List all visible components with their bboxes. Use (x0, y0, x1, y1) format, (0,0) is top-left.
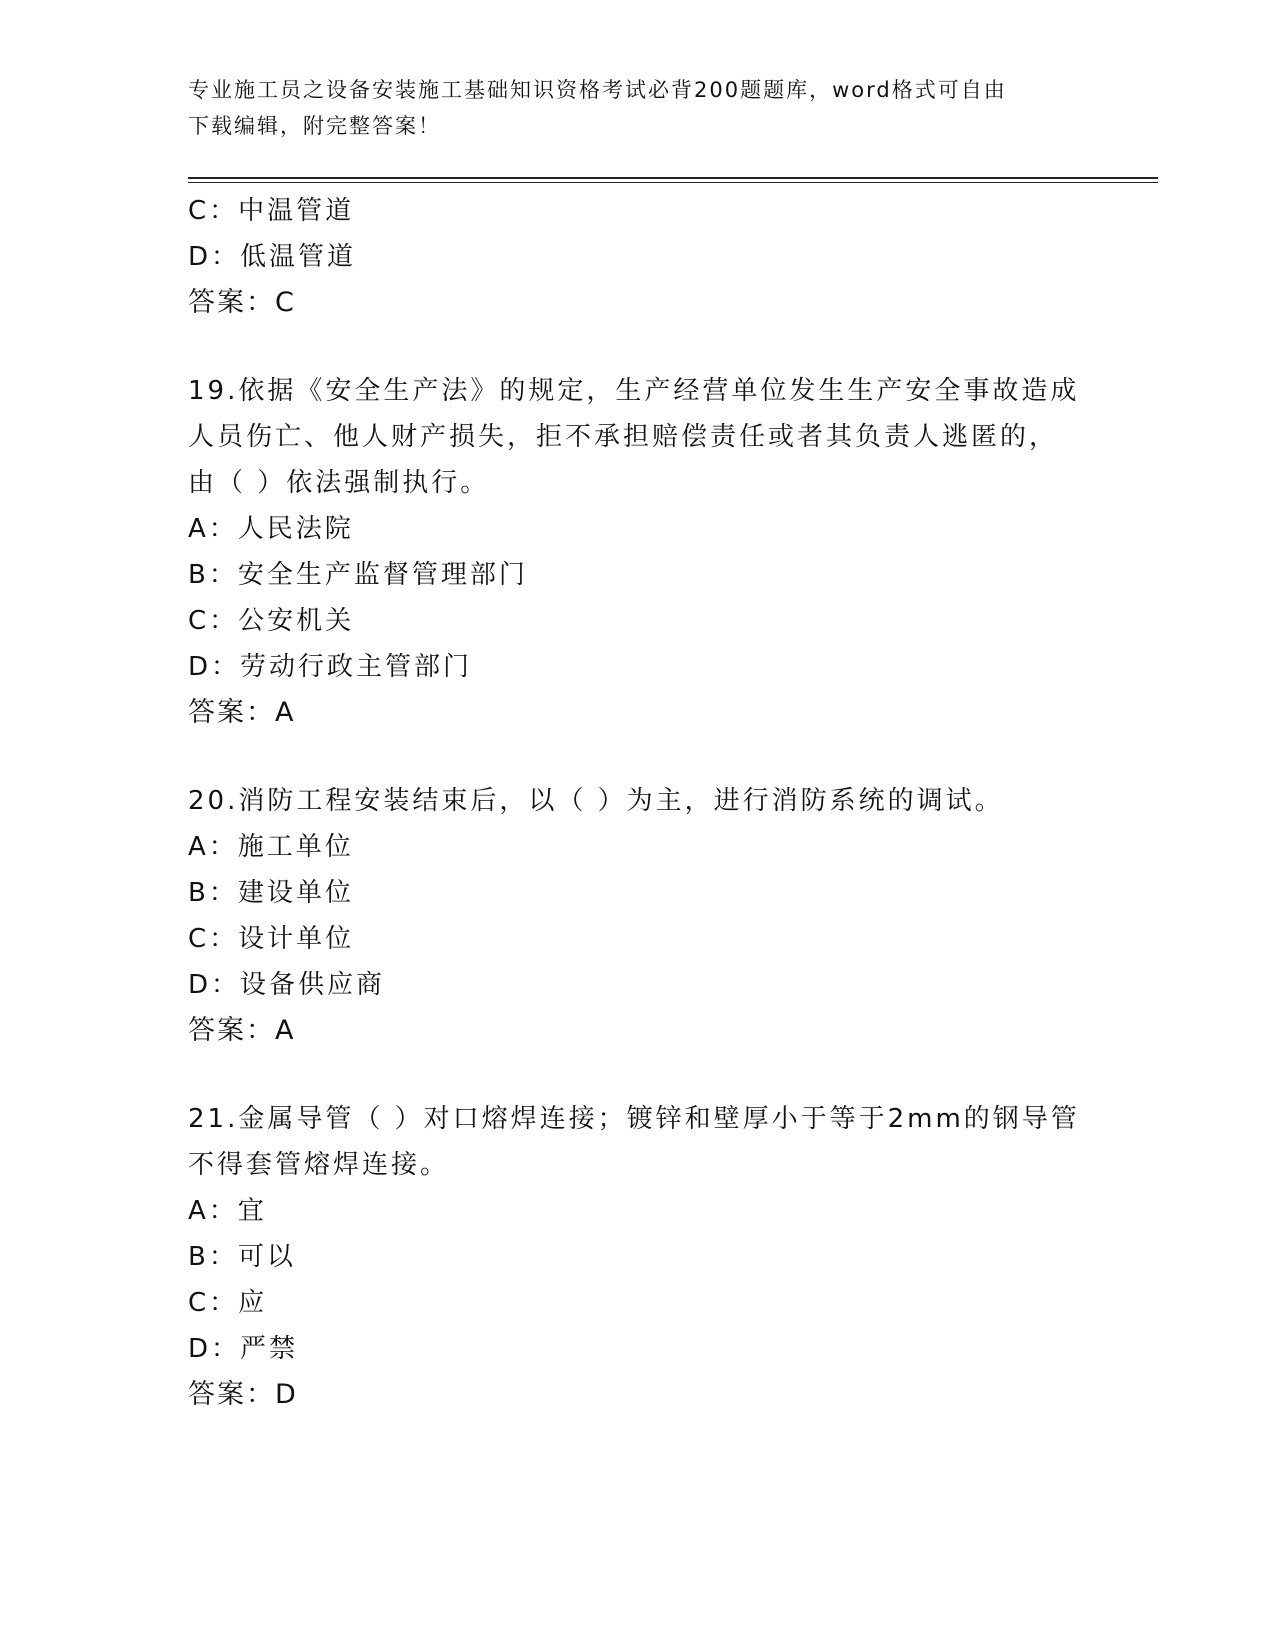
option-c: C：设计单位 (188, 924, 355, 954)
header-divider-thin (188, 182, 1158, 183)
question-list (188, 188, 1088, 1418)
option-b: B：建设单位 (188, 878, 354, 908)
answer-line: 答案：C (188, 287, 296, 318)
question-21 (188, 1096, 1088, 1418)
option-a: A：宜 (188, 1196, 267, 1226)
option-a: A：人民法院 (188, 514, 354, 544)
question-stem-line: 19.依据《安全生产法》的规定，生产经营单位发生生产安全事故造成 (188, 376, 1080, 406)
option-c: C：公安机关 (188, 606, 355, 636)
question-stem-line: 20.消防工程安装结束后，以（ ）为主，进行消防系统的调试。 (188, 786, 1004, 816)
option-d: D：设备供应商 (188, 970, 386, 1000)
answer-line: 答案：D (188, 1379, 298, 1410)
answer-line: 答案：A (188, 1015, 296, 1046)
answer-line: 答案：A (188, 697, 296, 728)
option-b: B：可以 (188, 1242, 296, 1272)
question-18-continuation (188, 188, 1088, 326)
option-c: C：中温管道 (188, 196, 355, 226)
header-line-2: 下载编辑，附完整答案！ (188, 114, 441, 138)
option-d: D：劳动行政主管部门 (188, 652, 473, 682)
option-a: A：施工单位 (188, 832, 354, 862)
header-line-1: 专业施工员之设备安装施工基础知识资格考试必背200题题库，word格式可自由 (188, 78, 1007, 102)
document-header (188, 72, 1088, 144)
option-b: B：安全生产监督管理部门 (188, 560, 528, 590)
question-stem-line: 人员伤亡、他人财产损失，拒不承担赔偿责任或者其负责人逃匿的， (188, 422, 1059, 452)
option-c: C：应 (188, 1288, 268, 1318)
question-stem-line: 21.金属导管（ ）对口熔焊连接；镀锌和壁厚小于等于2mm的钢导管 (188, 1104, 1080, 1134)
question-20 (188, 778, 1088, 1054)
question-stem-line: 不得套管熔焊连接。 (188, 1150, 450, 1180)
question-19 (188, 368, 1088, 736)
question-stem-line: 由（ ）依法强制执行。 (188, 468, 490, 498)
option-d: D：低温管道 (188, 242, 357, 272)
option-d: D：严禁 (188, 1334, 299, 1364)
header-divider-thick (188, 177, 1158, 179)
